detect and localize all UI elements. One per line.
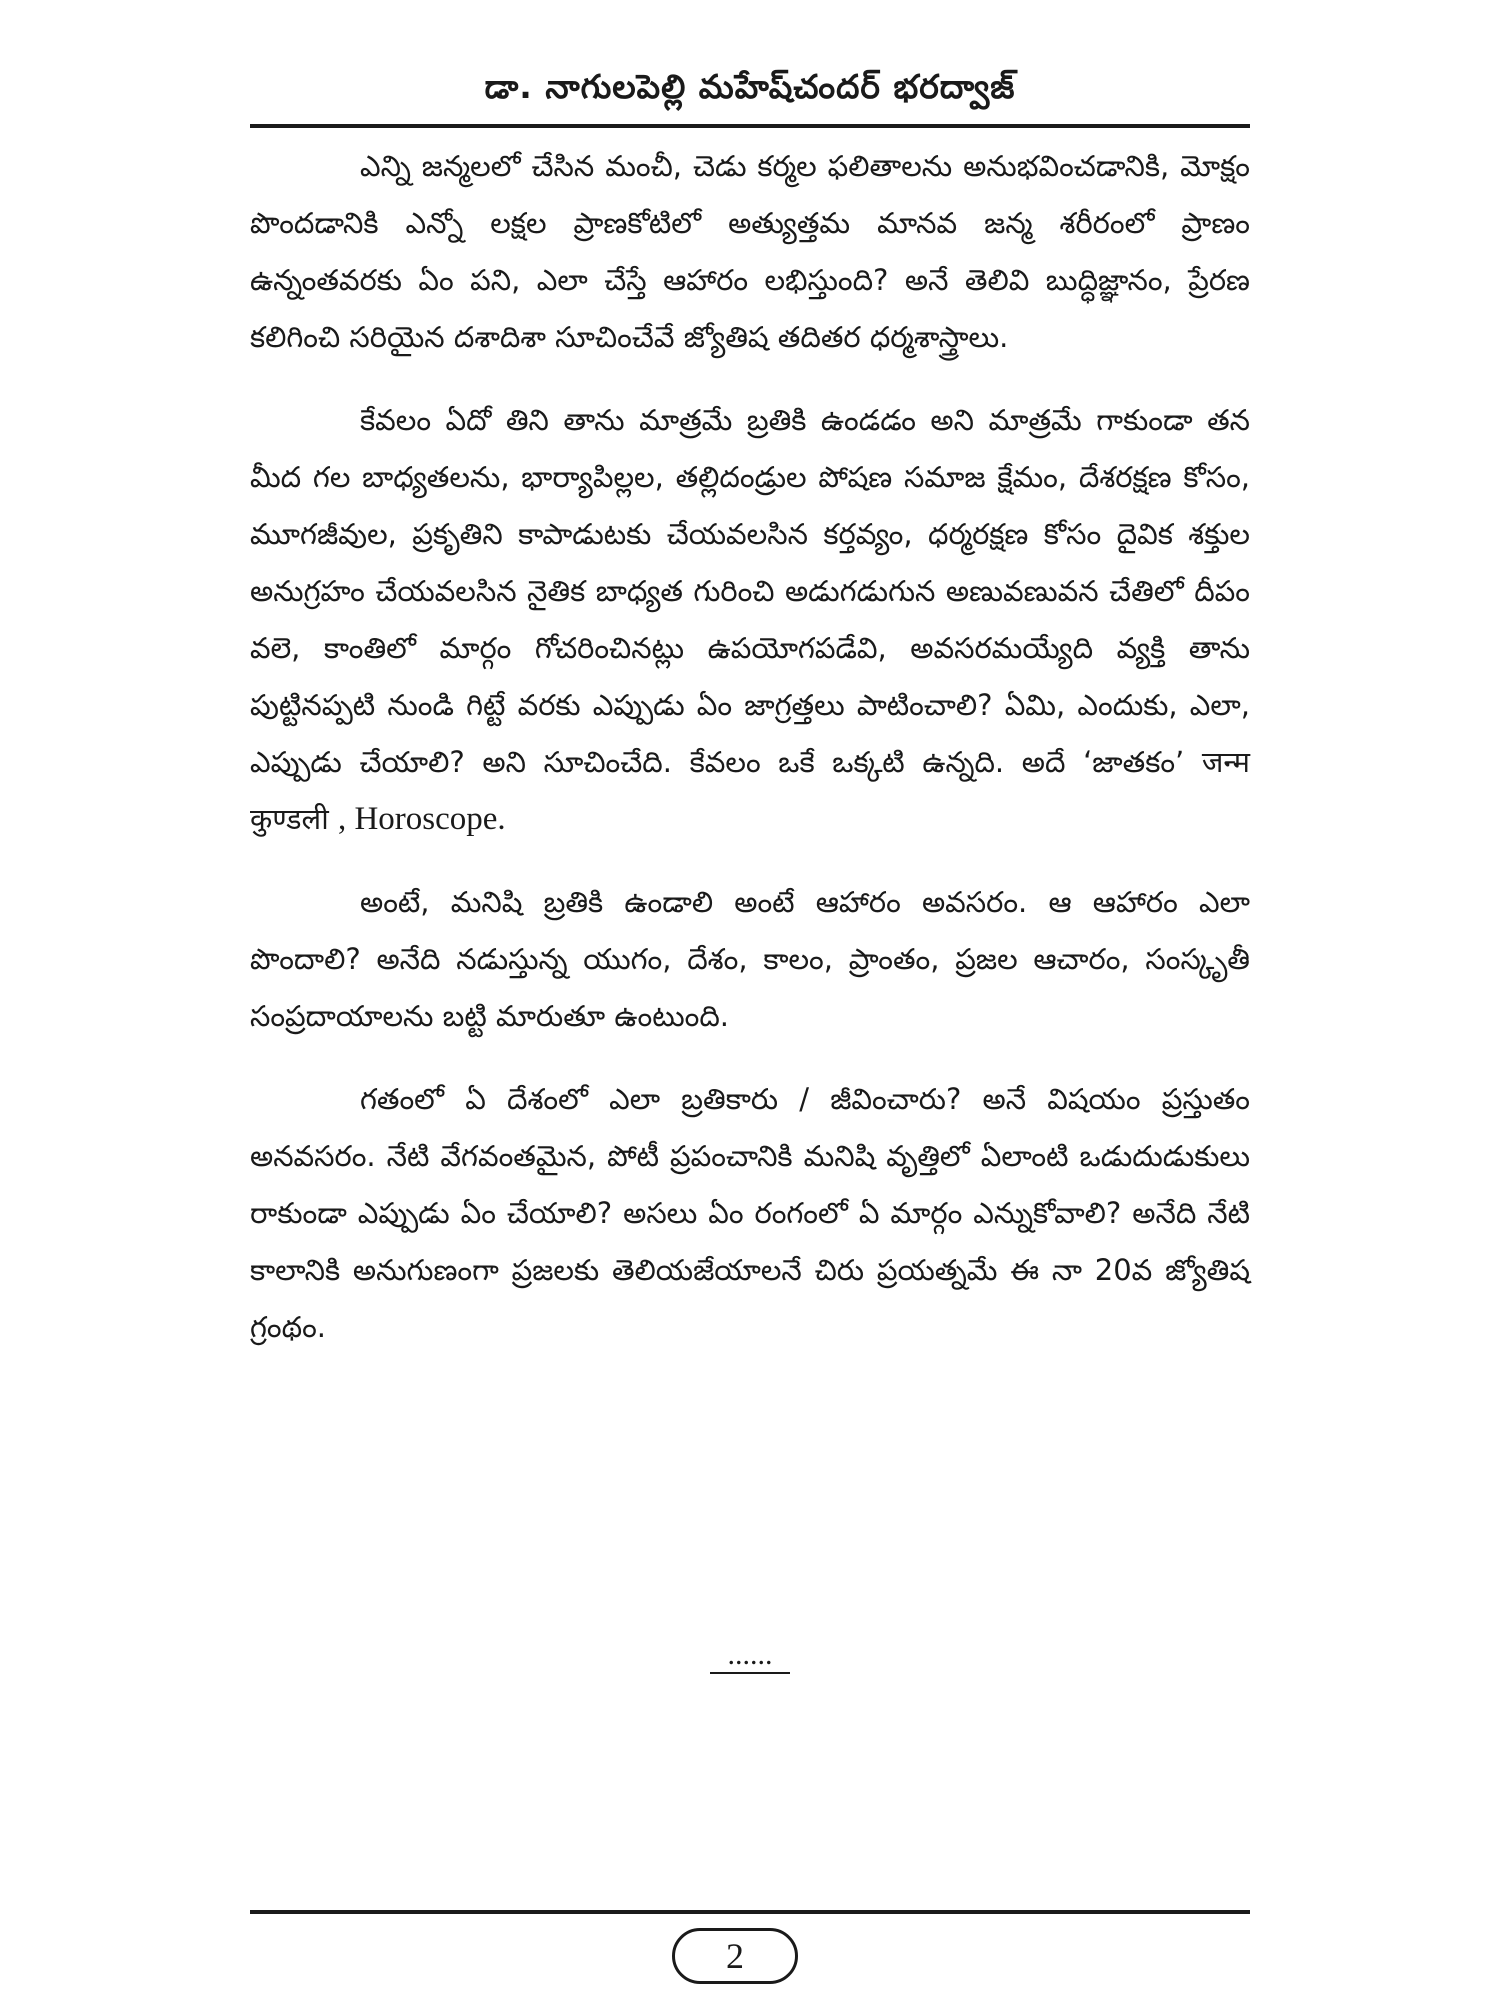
page-body: [250, 138, 1250, 1382]
paragraph-2: [250, 392, 1250, 848]
header-rule: [250, 124, 1250, 128]
paragraph-text: ఎన్ని జన్మలలో చేసిన మంచీ, చెడు కర్మల ఫలితాలను అనుభవించడానికి, మోక్షం పొందడానికి ఎన్నో లక్షల ప్రాణకోటిలో అత్యుత్తమ మానవ జన్మ శరీరంలో ప్రాణం ఉన్నంతవరకు ఏం పని, ఎలా చేస్తే ఆహారం లభిస్తుంది? అనే తెలివి బుద్ధిజ్ఞానం, ప్రేరణ కలిగించి సరియైన దశాదిశా సూచించేవే జ్యోతిష తదితర ధర్మశాస్త్రాలు.: [250, 149, 1250, 354]
paragraph-4: [250, 1071, 1250, 1356]
paragraph-text: అంటే, మనిషి బ్రతికి ఉండాలి అంటే ఆహారం అవసరం. ఆ ఆహారం ఎలా పొందాలి? అనేది నడుస్తున్న యుగం, దేశం, కాలం, ప్రాంతం, ప్రజల ఆచారం, సంస్కృతీ సంప్రదాయాలను బట్టి మారుతూ ఉంటుంది.: [250, 885, 1250, 1033]
footer-rule: [250, 1910, 1250, 1914]
hindi-term: जन्म कुण्डली: [250, 745, 1250, 836]
page-number: 2: [672, 1928, 798, 1984]
paragraph-1: [250, 138, 1250, 366]
paragraph-text: గతంలో ఏ దేశంలో ఎలా బ్రతికారు / జీవించారు? అనే విషయం ప్రస్తుతం అనవసరం. నేటి వేగవంతమైన, పోటీ ప్రపంచానికి మనిషి వృత్తిలో ఏలాంటి ఒడుదుడుకులు రాకుండా ఎప్పుడు ఏం చేయాలి? అసలు ఏం రంగంలో ఏ మార్గం ఎన్నుకోవాలి? అనేది నేటి కాలానికి అనుగుణంగా ప్రజలకు తెలియజేయాలనే చిరు ప్రయత్నమే ఈ నా 20వ జ్యోతిష గ్రంథం.: [250, 1082, 1250, 1344]
english-term: , Horoscope.: [337, 801, 506, 837]
section-end-dots: ......: [710, 1640, 790, 1674]
paragraph-text: కేవలం ఏదో తిని తాను మాత్రమే బ్రతికి ఉండడం అని మాత్రమే గాకుండా తన మీద గల బాధ్యతలను, భార్యాపిల్లల, తల్లిదండ్రుల పోషణ సమాజ క్షేమం, దేశరక్షణ కోసం, మూగజీవుల, ప్రకృతిని కాపాడుటకు చేయవలసిన కర్తవ్యం, ధర్మరక్షణ కోసం దైవిక శక్తుల అనుగ్రహం చేయవలసిన నైతిక బాధ్యత గురించి అడుగడుగున అణువణువన చేతిలో దీపం వలె, కాంతిలో మార్గం గోచరించినట్లు ఉపయోగపడేవి, అవసరమయ్యేది వ్యక్తి తాను పుట్టినప్పటి నుండి గిట్టే వరకు ఎప్పుడు ఏం జాగ్రత్తలు పాటించాలి? ఏమి, ఎందుకు, ఎలా, ఎప్పుడు చేయాలి? అని సూచించేది. కేవలం ఒకే ఒక్కటి ఉన్నది. అదే ‘జాతకం’: [250, 403, 1250, 779]
running-header-author: డా. నాగులపెల్లి మహేష్‌చందర్ భరద్వాజ్: [484, 67, 1016, 106]
paragraph-3: [250, 874, 1250, 1045]
